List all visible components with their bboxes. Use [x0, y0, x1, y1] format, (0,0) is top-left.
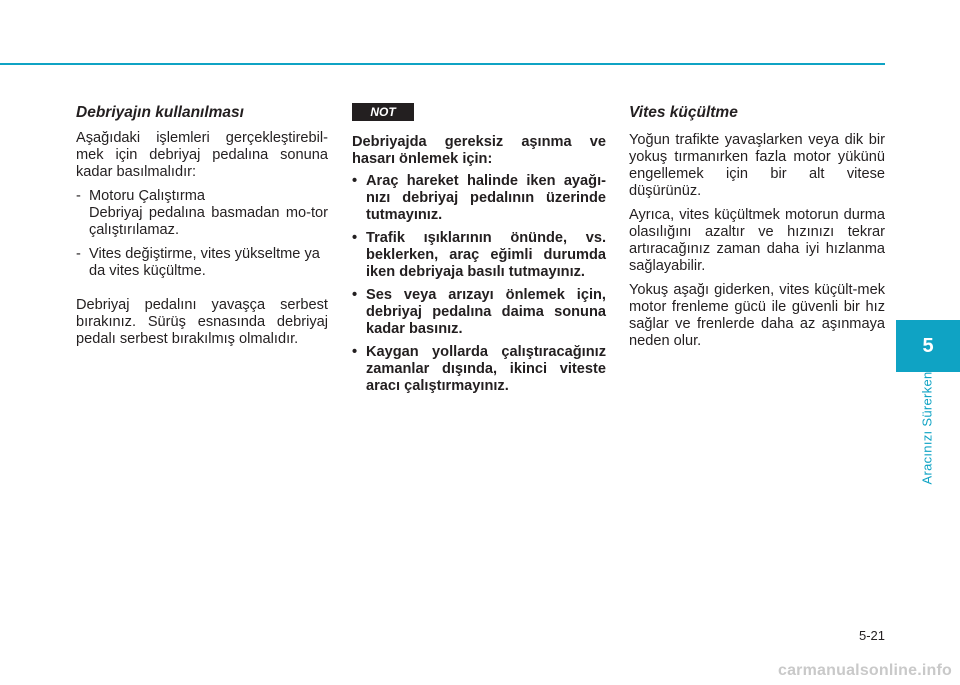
list-item [352, 173, 606, 224]
spacer [76, 280, 328, 297]
list-item-text: Ses veya arızayı önlemek için, debriyaj pedalına daima sonuna kadar basınız. [366, 287, 606, 337]
column-clutch-usage [76, 104, 328, 355]
paragraph: Yoğun trafikte yavaşlarken veya dik bir yokuş tırmanırken fazla motor yükünü engellemek için bir alt vitese düşürünüz. [629, 132, 885, 199]
bullet-icon: • [352, 344, 358, 360]
list-item-text: Kaygan yollarda çalıştıracağınız zamanlar dışında, ikinci viteste aracı çalıştırmayınız. [366, 344, 606, 394]
watermark: carmanualsonline.info [777, 662, 952, 679]
paragraph: Ayrıca, vites küçültmek motorun durma olasılığını azaltır ve hızınızı tekrar artıracağınız zaman daha iyi hızlanma sağlayabilir. [629, 207, 885, 274]
clutch-outro: Debriyaj pedalını yavaşça serbest bırakınız. Sürüş esnasında debriyaj pedalı serbest bırakılmış olmalıdır. [76, 297, 328, 347]
list-item [352, 230, 606, 281]
list-item [352, 344, 606, 395]
list-item-text: Trafik ışıklarının önünde, vs. beklerken, araç eğimli durumda iken debriyaja basılı tutmayınız. [366, 230, 606, 280]
dash-item-subtext: Debriyaj pedalına basmadan mo-tor çalıştırılamaz. [89, 205, 328, 238]
dash-item-text: Vites değiştirme, vites yükseltme ya da vites küçültme. [89, 246, 320, 279]
chapter-tab[interactable]: 5 [896, 320, 960, 372]
bullet-icon: • [352, 173, 358, 189]
header-rule [0, 63, 885, 65]
chapter-title-vertical: Aracınızı Sürerken [919, 371, 935, 485]
column-downshift [629, 104, 885, 357]
bullet-icon: • [352, 230, 358, 246]
dash-item [76, 246, 328, 280]
list-item [352, 287, 606, 338]
page-number: 5-21 [858, 628, 885, 643]
paragraph: Yokuş aşağı giderken, vites küçült-mek motor frenleme gücü ile güvenli bir hız sağlar ve frenlerde daha az aşınmaya neden olur. [629, 282, 885, 349]
column-note [352, 104, 606, 401]
section-heading-downshift: Vites küçültme [629, 104, 738, 121]
dash-marker: - [76, 188, 81, 204]
dash-item-text: Motoru Çalıştırma [89, 188, 205, 204]
dash-marker: - [76, 246, 81, 262]
list-item-text: Araç hareket halinde iken ayağı-nızı debriyaj pedalının üzerinde tutmayınız. [366, 173, 606, 223]
bullet-icon: • [352, 287, 358, 303]
dash-item [76, 188, 328, 205]
section-heading-clutch: Debriyajın kullanılması [76, 104, 244, 121]
note-list [352, 173, 606, 395]
note-badge: NOT [352, 103, 414, 121]
clutch-intro: Aşağıdaki işlemleri gerçekleştirebil-mek için debriyaj pedalına sonuna kadar basılmalıdır: [76, 130, 328, 180]
note-intro: Debriyajda gereksiz aşınma ve hasarı önlemek için: [352, 134, 606, 167]
